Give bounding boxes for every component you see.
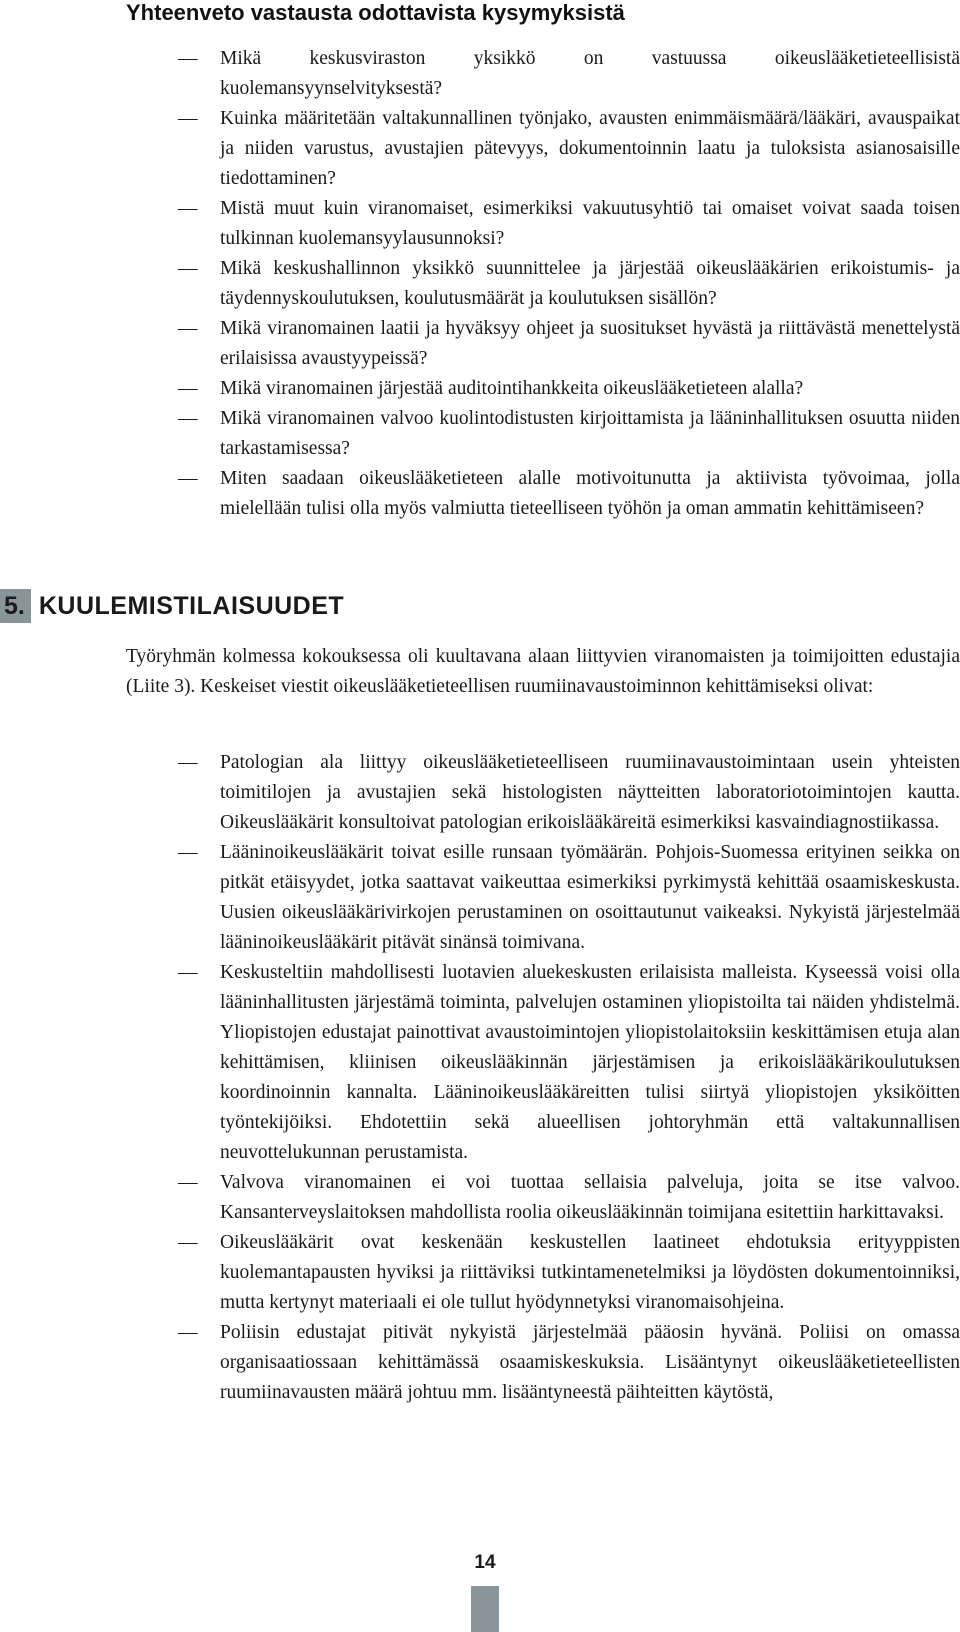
list-item (126, 44, 960, 104)
list-item-text: Mikä keskushallinnon yksikkö suunnittelee ja järjestää oikeuslääkärien erikoistumis- ja täydennyskoulutuksen, koulutusmäärät ja koulutuksen sisällön? (220, 258, 960, 309)
dash-bullet: — (178, 198, 198, 219)
list-item-text: Valvova viranomainen ei voi tuottaa sellaisia palveluja, joita se itse valvoo. Kansanterveyslaitoksen mahdollista roolia oikeuslääkinnän toimijana esitettiin harkittavaksi. (220, 1172, 960, 1223)
intro-paragraph: Työryhmän kolmessa kokouksessa oli kuultavana alaan liittyvien viranomaisten ja toimijoitten edustajia (Liite 3). Keskeiset viestit oikeuslääketieteellisen ruumiinavaustoiminnon kehittämiseksi olivat: (126, 646, 960, 697)
page-number: 14 (474, 1552, 496, 1573)
list-item-text: Mistä muut kuin viranomaiset, esimerkiksi vakuutusyhtiö tai omaiset voivat saada toisen tulkinnan kuolemansyylausunnoksi? (220, 198, 960, 249)
list-item-text: Kuinka määritetään valtakunnallinen työnjako, avausten enimmäismäärä/lääkäri, avauspaikat ja niiden varustus, avustajien pätevyys, dokumentoinnin laatu ja tuloksista asianosaisille tiedottaminen? (220, 108, 960, 189)
list-item (126, 404, 960, 464)
section-title: KUULEMISTILAISUUDET (38, 592, 345, 620)
dash-bullet: — (178, 408, 198, 429)
dash-bullet: — (178, 318, 198, 339)
list-item (126, 314, 960, 374)
list-item (126, 374, 960, 404)
dash-bullet: — (178, 1232, 198, 1253)
list-item (126, 1318, 960, 1408)
list-item (126, 464, 960, 524)
subheading: Yhteenveto vastausta odottavista kysymyksistä (126, 0, 625, 25)
dash-bullet: — (178, 752, 198, 773)
list-item-text: Mikä keskusviraston yksikkö on vastuussa oikeuslääketieteellisistä kuolemansyynselvityksestä? (220, 48, 960, 99)
list-item (126, 254, 960, 314)
section-number: 5. (0, 589, 31, 623)
list-item (126, 1168, 960, 1228)
list-item (126, 1228, 960, 1318)
list-item (126, 104, 960, 194)
dash-bullet: — (178, 468, 198, 489)
page-marker-bar (471, 1586, 499, 1632)
list-item (126, 748, 960, 838)
list-item-text: Mikä viranomainen valvoo kuolintodistusten kirjoittamista ja lääninhallituksen osuutta niiden tarkastamisessa? (220, 408, 960, 459)
dash-bullet: — (178, 842, 198, 863)
dash-bullet: — (178, 48, 198, 69)
dash-bullet: — (178, 962, 198, 983)
dash-bullet: — (178, 108, 198, 129)
dash-bullet: — (178, 378, 198, 399)
list-item-text: Poliisin edustajat pitivät nykyistä järjestelmää pääosin hyvänä. Poliisi on omassa organisaatiossaan kehittämässä osaamiskeskuksia. Lisääntynyt oikeuslääketieteellisten ruumiinavausten määrä johtuu mm. lisääntyneestä päihteitten käytöstä, (220, 1322, 960, 1403)
list-item (126, 838, 960, 958)
section-heading (0, 588, 344, 624)
list-item-text: Mikä viranomainen laatii ja hyväksyy ohjeet ja suositukset hyvästä ja riittävästä menettelystä erilaisissa avaustyypeissä? (220, 318, 960, 369)
question-list (126, 44, 960, 524)
list-item (126, 194, 960, 254)
list-item-text: Keskusteltiin mahdollisesti luotavien aluekeskusten erilaisista malleista. Kyseessä voisi olla lääninhallitusten järjestämä toiminta, palvelujen ostaminen yliopistoilta tai näiden yhdistelmä. Yliopistojen edustajat painottivat avaustoimintojen yliopistolaitoksiin keskittämisen etuja alan kehittämisen, kliinisen oikeuslääkinnän järjestämisen ja erikoislääkärikoulutuksen koordinoinnin kannalta. Lääninoikeuslääkäreitten tulisi siirtyä yliopistojen yksiköitten työntekijöiksi. Ehdotettiin sekä alueellisen johtoryhmän että valtakunnallisen neuvottelukunnan perustamista. (220, 962, 960, 1163)
list-item (126, 958, 960, 1168)
list-item-text: Mikä viranomainen järjestää auditointihankkeita oikeuslääketieteen alalla? (220, 378, 804, 399)
list-item-text: Miten saadaan oikeuslääketieteen alalle motivoitunutta ja aktiivista työvoimaa, jolla mielellään tulisi olla myös valmiutta tieteelliseen työhön ja oman ammatin kehittämiseen? (220, 468, 960, 519)
hearing-list (126, 748, 960, 1408)
list-item-text: Oikeuslääkärit ovat keskenään keskustellen laatineet ehdotuksia erityyppisten kuolemantapausten hyviksi ja riittäviksi tutkintamenetelmiksi ja löydösten dokumentoinniksi, mutta kertynyt materiaali ei ole tullut hyödynnetyksi viranomaisohjeina. (220, 1232, 960, 1313)
dash-bullet: — (178, 1322, 198, 1343)
dash-bullet: — (178, 1172, 198, 1193)
list-item-text: Patologian ala liittyy oikeuslääketieteelliseen ruumiinavaustoimintaan usein yhteisten toimitilojen ja avustajien sekä histologisten näytteitten laboratoriotoimintojen kautta. Oikeuslääkärit konsultoivat patologian erikoislääkäreitä esimerkiksi kasvaindiagnostiikassa. (220, 752, 960, 833)
list-item-text: Lääninoikeuslääkärit toivat esille runsaan työmäärän. Pohjois-Suomessa erityinen seikka on pitkät etäisyydet, jotka saattavat vaikeuttaa esimerkiksi pyrkimystä kehittää osaamiskeskusta. Uusien oikeuslääkärivirkojen perustaminen on osoittautunut vaikeaksi. Nykyistä järjestelmää lääninoikeuslääkärit pitävät sinänsä toimivana. (220, 842, 960, 953)
dash-bullet: — (178, 258, 198, 279)
